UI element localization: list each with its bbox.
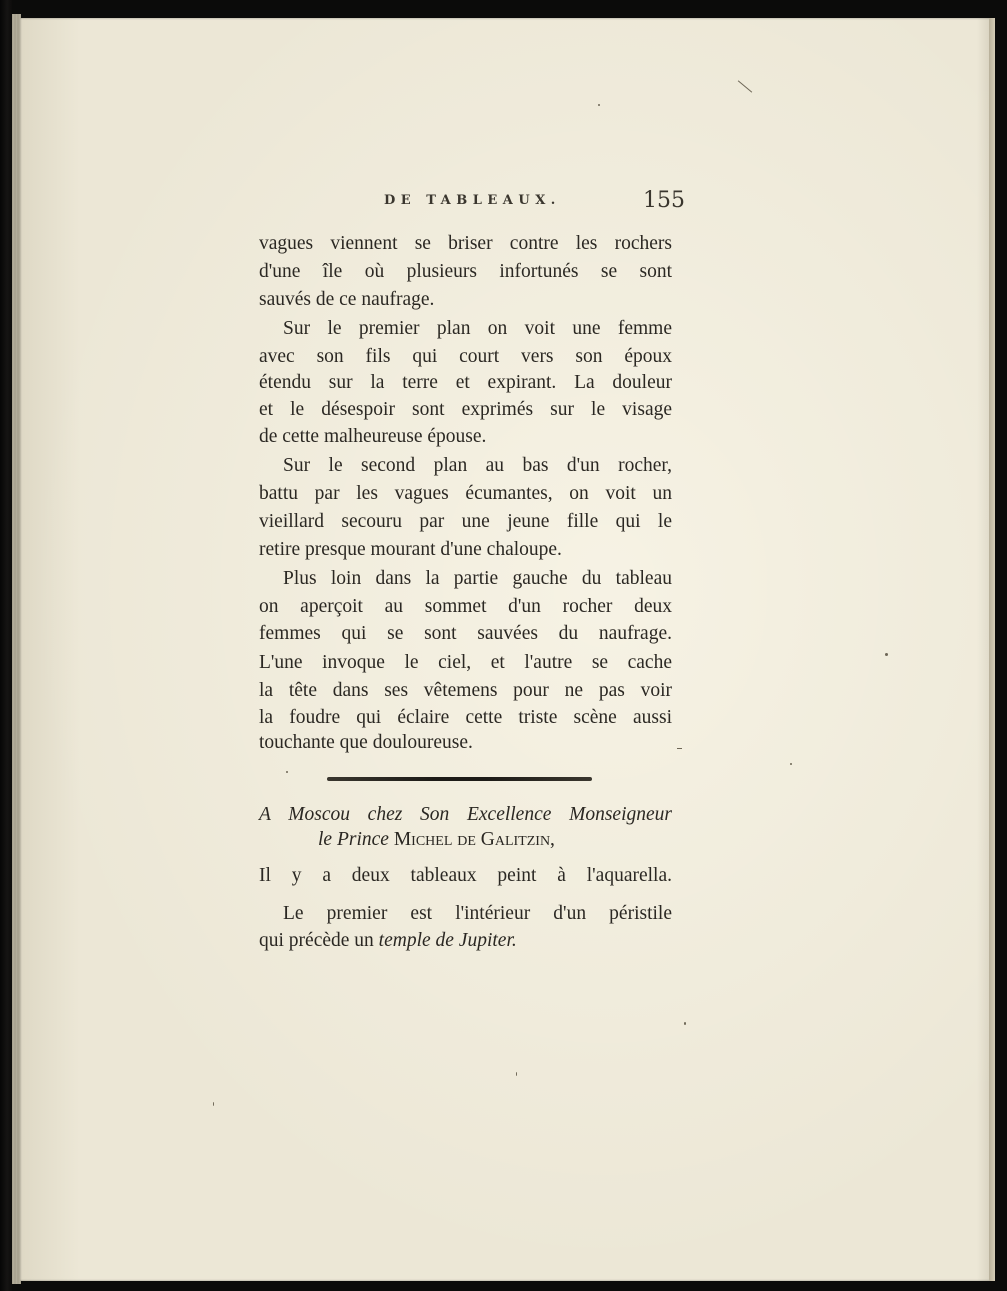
text-line: étendu sur la terre et expirant. La douleur [259,372,672,393]
paper-speck [286,771,288,773]
text-line: la tête dans ses vêtemens pour ne pas voir [259,680,672,701]
text-line: vieillard secouru par une jeune fille qui le [259,511,672,532]
paper-speck [790,763,792,765]
heading-title-italic: le Prince [318,829,389,850]
running-head: DE TABLEAUX. [384,193,561,208]
text-line: touchante que douloureuse. [259,732,473,753]
text-line: Il y a deux tableaux peint à l'aquarella. [259,865,672,886]
text-line: la foudre qui éclaire cette triste scène aussi [259,707,672,728]
paper-speck [213,1102,214,1106]
heading-line-2 [318,829,555,851]
heading-person-name: Michel de Galitzin, [393,829,555,850]
text-plain: qui précède un [259,930,374,951]
book-gutter [0,0,12,1291]
paper-speck [516,1072,517,1076]
paper-speck [598,104,600,106]
text-line: d'une île où plusieurs infortunés se sont [259,261,672,282]
page-right-edge [989,18,995,1281]
text-line: Le premier est l'intérieur d'un péristile [283,903,672,924]
text-line: vagues viennent se briser contre les rochers [259,233,672,254]
text-line: L'une invoque le ciel, et l'autre se cache [259,652,672,673]
text-line: avec son fils qui court vers son époux [259,346,672,367]
text-line: et le désespoir sont exprimés sur le visage [259,399,672,420]
paper-speck [885,653,888,656]
text-italic: temple de Jupiter. [378,930,517,951]
text-line: Sur le premier plan on voit une femme [283,318,672,339]
paper-speck [677,748,682,749]
text-line: retire presque mourant d'une chaloupe. [259,539,562,560]
paper-speck [684,1022,686,1025]
text-line: Sur le second plan au bas d'un rocher, [283,455,672,476]
section-rule [327,777,592,781]
text-line: on aperçoit au sommet d'un rocher deux [259,596,672,617]
heading-line: A Moscou chez Son Excellence Monseigneur [259,804,672,825]
text-line: sauvés de ce naufrage. [259,289,435,310]
text-line-final [259,929,517,953]
text-line: Plus loin dans la partie gauche du tableau [283,568,672,589]
text-line: femmes qui se sont sauvées du naufrage. [259,623,672,644]
text-line: battu par les vagues écumantes, on voit un [259,483,672,504]
text-line: de cette malheureuse épouse. [259,426,487,447]
page-number: 155 [643,188,685,213]
